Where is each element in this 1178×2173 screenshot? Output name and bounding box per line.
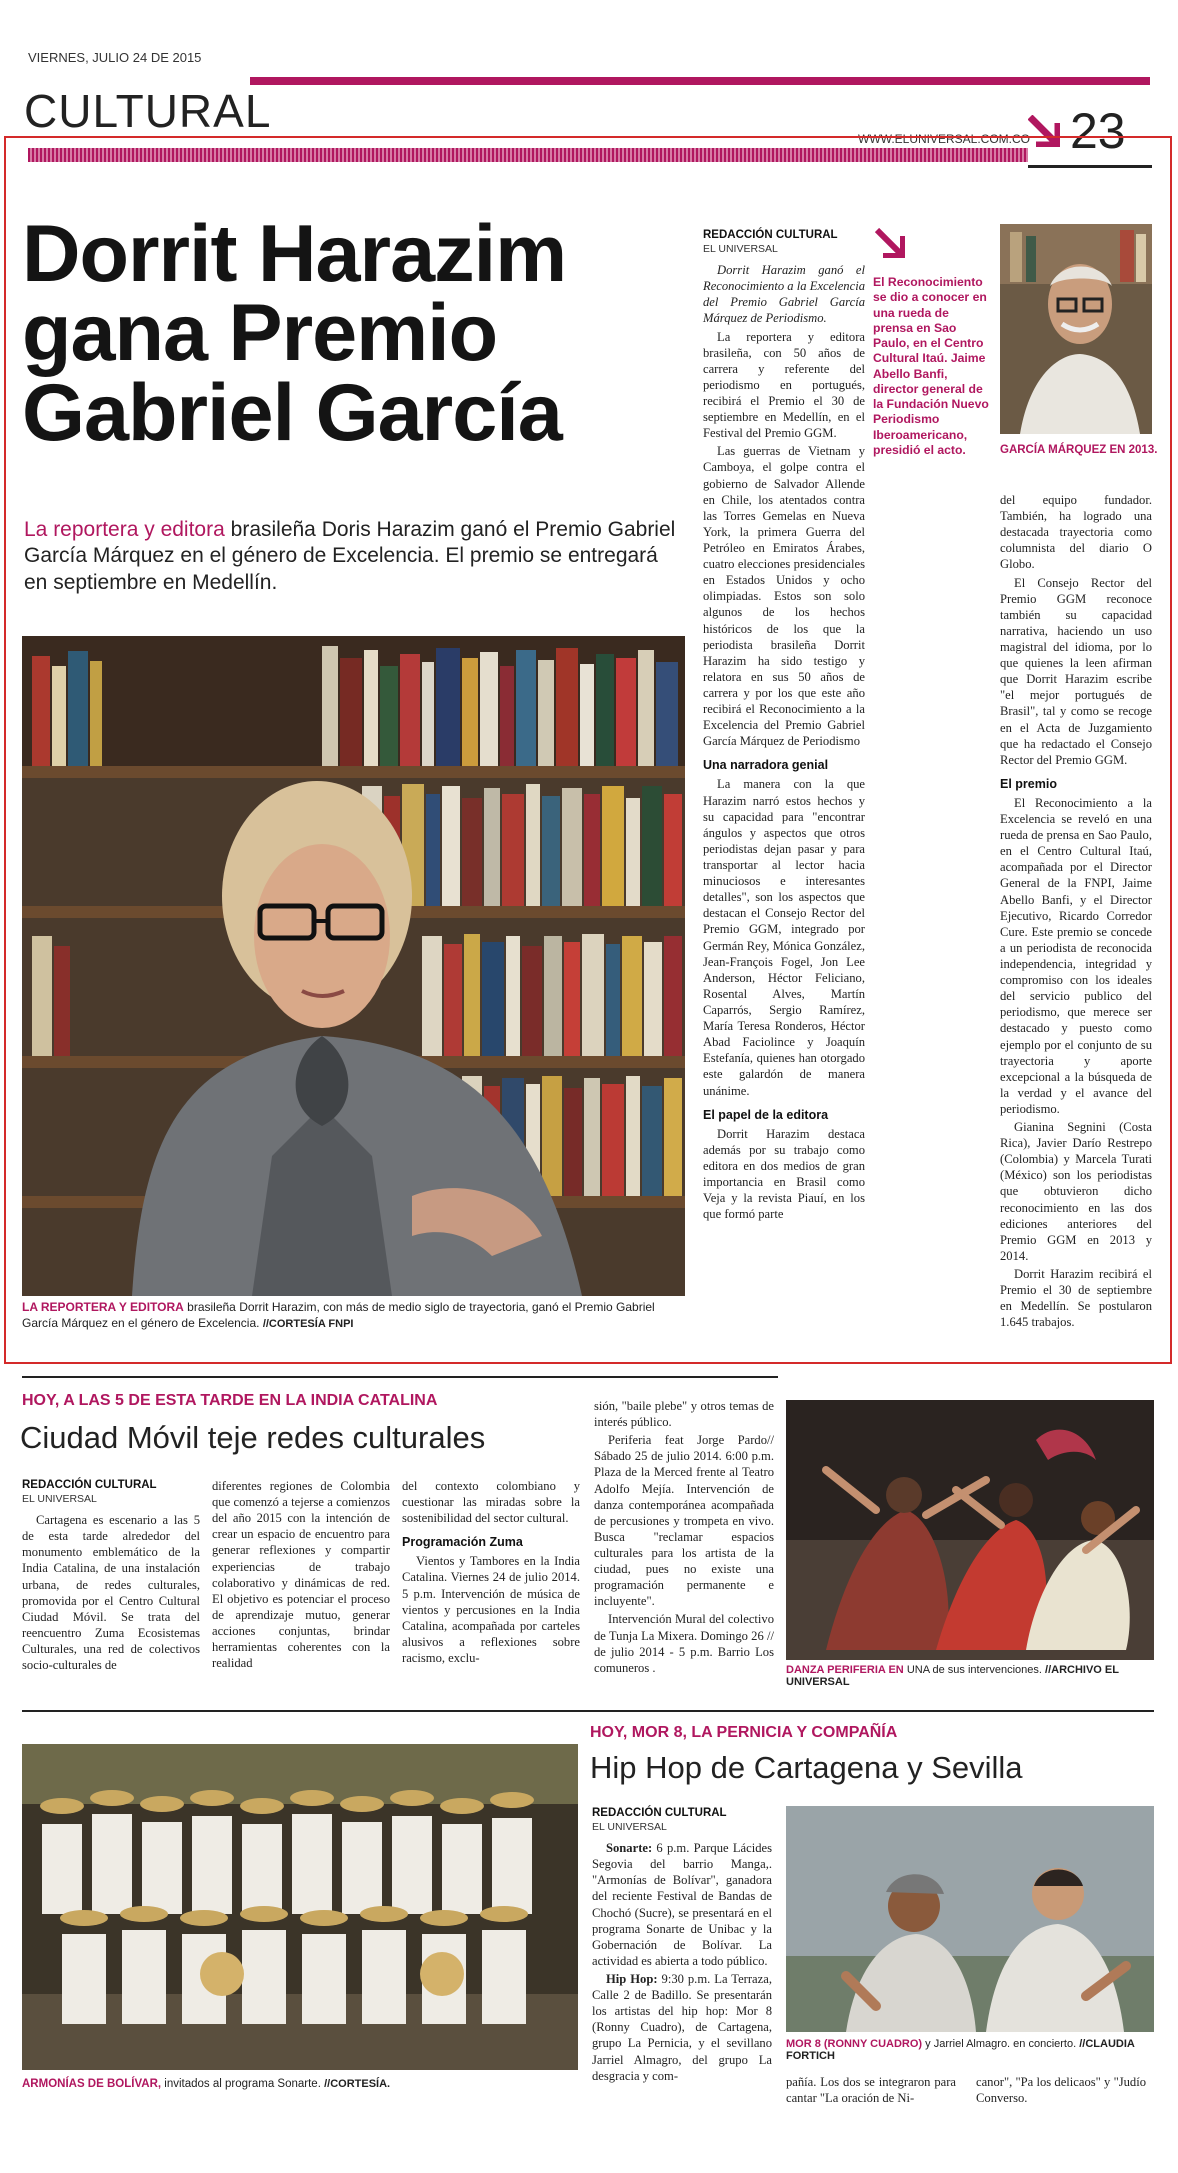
sidebar-note: El Reconocimiento se dio a conocer en una rueda de prensa en Sao Paulo, en el Centro Cultural Itaú. Jaime Abello Banfi, director general de la Fundación Nuevo Periodismo Iberoamericano, presidió el acto. [873, 275, 989, 457]
story3-headline: Hip Hop de Cartagena y Sevilla [590, 1750, 1023, 1785]
sonarte-text: 6 p.m. Parque Lácides Segovia del barrio Manga,. "Armonías de Bolívar", ganadora del reciente Festival de Bandas de Chochó (Sucre), se presentará en el programa Sonarte de Unibac y la Gobernación de Bolívar. La actividad es abierta a todo público. [592, 1841, 772, 1968]
body-paragraph: Cartagena es escenario a las 5 de esta tarde alrededor del monumento emblemático de la India Catalina, de una instalación urbana, de redes culturales, promovida por el Centro Cultural Ciudad Móvil. Se trata del reencuentro Zuma Ecosistemas Culturales, una red de colectivos socio-culturales de [22, 1513, 200, 1673]
caption-credit: //CORTESÍA. [324, 2078, 391, 2090]
main-photo-caption [22, 1300, 685, 1331]
body-paragraph: sión, "baile plebe" y otros temas de interés público. [594, 1399, 774, 1430]
caption-credit: //CORTESÍA FNPI [262, 1317, 354, 1330]
main-deck [24, 517, 680, 596]
body-paragraph: diferentes regiones de Colombia que comenzó a tejerse a comienzos del año 2015 con la intención de crear un espacio de encuentro para generar reflexiones y compartir experiencias de trabajo colaborativo y dinámicas de red. El objetivo es potenciar el proceso de aprendizaje mutuo, generar acciones conjuntas, brindar herramientas coherentes con la realidad [212, 1479, 390, 1671]
body-paragraph [592, 1840, 772, 1969]
body-paragraph [592, 1971, 772, 2084]
masthead-top-bar [250, 77, 1150, 85]
section-rule [22, 1710, 1154, 1712]
story3-column-3 [976, 2074, 1146, 2108]
caption-credit: //CLAUDIA FORTICH [786, 2038, 1135, 2062]
section-rule [22, 1376, 778, 1378]
arrow-down-right-icon [875, 228, 905, 258]
band-photo-caption [22, 2078, 578, 2090]
website-url: WWW.ELUNIVERSAL.COM.CO [858, 132, 1031, 146]
story2-column-4 [594, 1398, 774, 1678]
issue-date: VIERNES, JULIO 24 DE 2015 [28, 50, 202, 65]
body-paragraph: Intervención Mural del colectivo de Tunja La Mixera. Domingo 26 // de julio 2014 - 5 p.m. Barrio Los comuneros . [594, 1612, 774, 1675]
outlet: EL UNIVERSAL [22, 1492, 97, 1505]
section-title: CULTURAL [24, 85, 272, 137]
story3-column-1 [592, 1806, 772, 2086]
caption-text: invitados al programa Sonarte. [164, 2078, 321, 2090]
story2-kicker: HOY, A LAS 5 DE ESTA TARDE EN LA INDIA CATALINA [22, 1392, 438, 1409]
sonarte-label: Sonarte: [606, 1841, 653, 1856]
subhead: Una narradora genial [703, 758, 829, 773]
story2-column-2 [212, 1478, 390, 1673]
body-paragraph: Gianina Segnini (Costa Rica), Javier Darío Restrepo (Colombia) y Marcela Turati (México) son los periodistas que obtuvieron dicho reconocimiento en las dos ediciones anteriores del Premio GGM en 2013 y 2014. [1000, 1120, 1152, 1263]
main-text-column-2 [1000, 492, 1152, 1332]
dance-photo-caption [786, 1664, 1154, 1688]
body-paragraph: Vientos y Tambores en la India Catalina. Viernes 24 de julio 2014. 5 p.m. Intervención de música de vientos y percusiones en la India Catalina, acompañada por carteles alusivos a reflexiones sobre racismo, exclu- [402, 1554, 580, 1665]
main-headline: Dorrit Harazim gana Premio Gabriel García [22, 209, 567, 458]
outlet: EL UNIVERSAL [592, 1820, 667, 1833]
body-paragraph: Dorrit Harazim destaca además por su trabajo como editora en dos medios de gran importancia en Brasil como Veja y la revista Piauí, en los que formó parte [703, 1126, 865, 1222]
caption-text: brasileña Dorrit Harazim, con más de medio siglo de trayectoria, ganó el Premio Gabriel García Márquez en el género de Excelencia. [22, 1300, 655, 1330]
body-paragraph: El Reconocimiento a la Excelencia se reveló en una rueda de prensa en Sao Paulo, en el Centro Cultural Itaú, acompañada por el Director General de la FNPI, Jaime Abello Banfi, y el Director Ejecutivo, Ricardo Corredor Cure. Este premio se concede a un periodista de reconocida independencia, integridad y compromiso con los ideales del servicio publico del periodismo, que merece ser destacado y puesto como ejemplo por el conjunto de su trayectoria y aporte excepcional a la búsqueda de la verdad y el avance del periodismo. [1000, 795, 1152, 1116]
hiphop-text: 9:30 p.m. La Terraza, Calle 2 de Badillo. Se presentarán los artistas del hip hop: Mor 8 (Ronny Cuadro), de Cartagena, grupo La Pernicia, y el sevillano Jarriel Almagro, del grupo La desgracia y com- [592, 1972, 772, 2083]
main-deck-text: brasileña Doris Harazim ganó el Premio Gabriel García Márquez en el género de Excelencia. El premio se entregará en septiembre en Medellín. [24, 518, 676, 594]
page-number: 23 [1070, 103, 1126, 159]
body-paragraph: Las guerras de Vietnam y Camboya, el golpe contra el gobierno de Salvador Allende en Chile, los atentados contra las Torres Gemelas en Nueva York, la primera Guerra del Petróleo en Emiratos Árabes, cuatro elecciones presidenciales en Estados Unidos y ocho olimpiadas. Estos son solo algunos de los hechos históricos de los que la periodista brasileña Dorrit Harazim ha sido testigo y relatora en sus 50 años de carrera y por los que este año recibirá el Reconocimiento a la Excelencia del Premio Gabriel García Márquez de Periodismo [703, 444, 865, 749]
byline: REDACCIÓN CULTURAL [22, 1479, 157, 1491]
body-paragraph: La manera con la que Harazim narró estos hechos y su capacidad para "encontrar ángulos y aspectos que otros periodistas dejan pasar y para transportar al lector hacia minuciosos e interesantes detalles", son los aspectos que destacan el Consejo Rector del Premio GGM, integrado por Germán Rey, Mónica González, Jean-François Fogel, Jon Lee Anderson, Héctor Feliciano, Rosental Alves, Martín Caparrós, Sergio Ramírez, María Teresa Ronderos, Héctor Abad Faciolince y Joaquín Estefanía, quienes han otorgado este galardón de manera unánime. [703, 777, 865, 1098]
hiphop-photo [786, 1806, 1154, 2032]
main-photo [22, 636, 685, 1296]
hiphop-photo-caption [786, 2038, 1154, 2062]
story2-headline: Ciudad Móvil teje redes culturales [20, 1420, 486, 1455]
body-paragraph: Dorrit Harazim recibirá el Premio el 30 de septiembre en Medellín. Se postularon 1.645 trabajos. [1000, 1267, 1152, 1330]
caption-text: UNA de sus intervenciones. [906, 1664, 1042, 1676]
caption-lead: LA REPORTERA Y EDITORA [22, 1300, 184, 1314]
story3-column-2 [786, 2074, 956, 2108]
lead-paragraph: Dorrit Harazim ganó el Reconocimiento a la Excelencia del Premio Gabriel García Márquez de Periodismo. [703, 263, 865, 326]
main-text-column-1 [703, 228, 865, 1224]
body-paragraph: pañía. Los dos se integraron para cantar "La oración de Ni- [786, 2075, 956, 2106]
subhead: El papel de la editora [703, 1107, 829, 1122]
body-paragraph: El Consejo Rector del Premio GGM reconoce también su capacidad narrativa, haciendo un uso magistral del idioma, por lo que quienes la leen afirman que Dorrit Harazim escribe "el mejor portugués de Brasil", tal y como se recoge en el Acta de Juzgamiento que ha redactado el Consejo Rector del Premio GGM. [1000, 575, 1152, 767]
garcia-marquez-photo [1000, 224, 1152, 434]
story3-kicker: HOY, MOR 8, LA PERNICIA Y COMPAÑÍA [590, 1724, 898, 1741]
hiphop-label: Hip Hop: [606, 1972, 658, 1987]
story2-column-3 [402, 1478, 580, 1668]
body-paragraph: canor", "Pa los delicaos" y "Judío Converso. [976, 2075, 1146, 2106]
caption-lead: ARMONÍAS DE BOLÍVAR, [22, 2078, 162, 2090]
side-photo-caption: GARCÍA MÁRQUEZ EN 2013. [1000, 444, 1158, 456]
caption-credit: //ARCHIVO EL UNIVERSAL [786, 1664, 1119, 1688]
caption-lead: MOR 8 (RONNY CUADRO) [786, 2038, 923, 2050]
body-paragraph: Periferia feat Jorge Pardo// Sábado 25 de julio 2014. 6:00 p.m. Plaza de la Merced frente al Teatro Adolfo Mejía. Intervención de danza contemporánea acompañada de percusiones y trompeta en vivo. Busca "reclamar espacios culturales para los artista de la ciudad, pues no existe una programación permanente e incluyente". [594, 1433, 774, 1609]
band-photo [22, 1744, 578, 2070]
main-deck-lead: La reportera y editora [24, 518, 225, 541]
caption-lead: DANZA PERIFERIA EN [786, 1664, 904, 1676]
body-paragraph: del equipo fundador. También, ha logrado una destacada trayectoria como columnista del diario O Globo. [1000, 493, 1152, 572]
outlet: EL UNIVERSAL [703, 242, 778, 255]
body-paragraph: del contexto colombiano y cuestionar las miradas sobre la sostenibilidad del sector cultural. [402, 1479, 580, 1526]
byline: REDACCIÓN CULTURAL [592, 1807, 727, 1819]
subhead: El premio [1000, 776, 1057, 791]
body-paragraph: La reportera y editora brasileña, con 50 años de carrera y referente del periodismo en portugués, recibirá el Premio el 30 de septiembre en Medellín, en el Festival del Premio GGM. [703, 329, 865, 441]
caption-text: y Jarriel Almagro. en concierto. [925, 2038, 1077, 2050]
byline: REDACCIÓN CULTURAL [703, 229, 838, 241]
story2-column-1 [22, 1478, 200, 1675]
dance-photo [786, 1400, 1154, 1660]
subhead: Programación Zuma [402, 1535, 523, 1550]
